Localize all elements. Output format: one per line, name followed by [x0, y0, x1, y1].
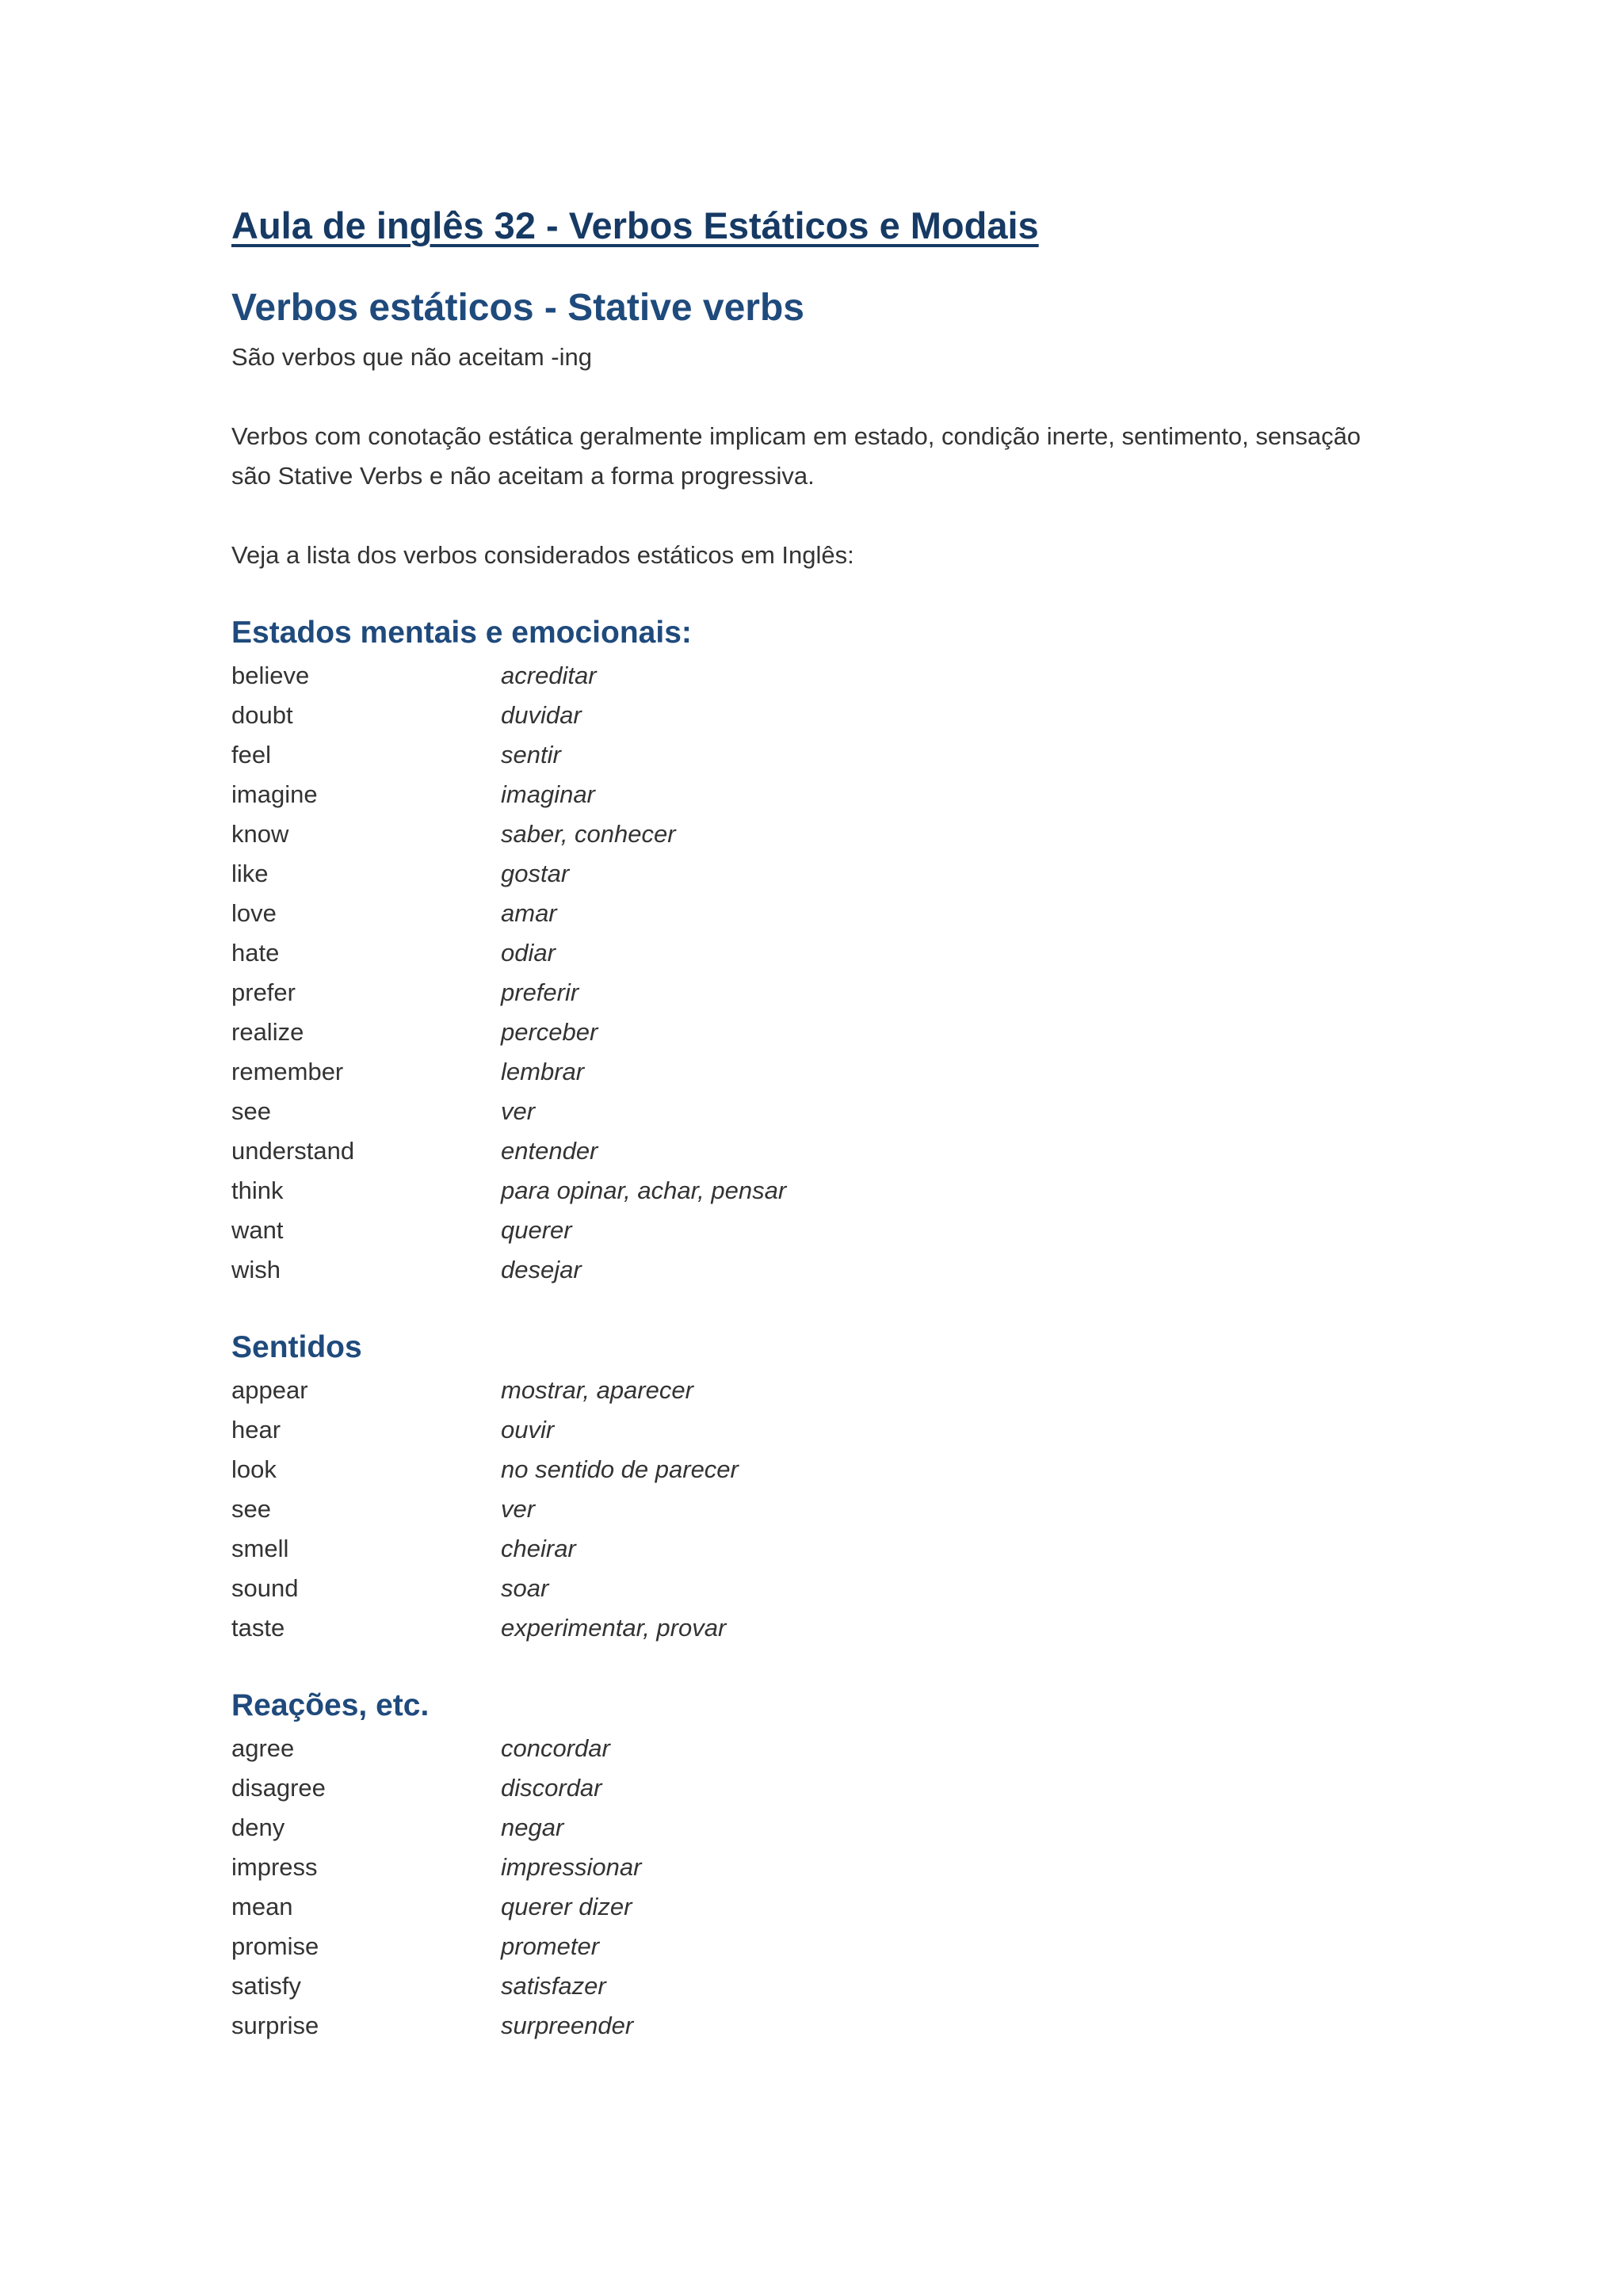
verb-row [231, 1489, 1404, 1529]
verb-portuguese: ver [501, 1495, 536, 1523]
verb-english: impress [231, 1853, 318, 1881]
verb-english: want [231, 1216, 284, 1244]
verb-english: see [231, 1495, 271, 1523]
verb-row [231, 1013, 1404, 1052]
verb-portuguese: amar [501, 899, 557, 927]
verb-portuguese: cheirar [501, 1535, 576, 1562]
section-heading: Verbos estáticos - Stative verbs [231, 287, 804, 329]
verb-row [231, 656, 1404, 696]
verb-row [231, 2006, 1404, 2046]
verb-english: believe [231, 662, 310, 689]
verb-portuguese: desejar [501, 1256, 582, 1283]
verb-english: prefer [231, 978, 296, 1006]
verb-portuguese: negar [501, 1814, 564, 1841]
verb-english: know [231, 820, 289, 848]
verb-row [231, 1092, 1404, 1131]
verb-row [231, 1171, 1404, 1211]
verb-row [231, 1729, 1404, 1768]
verb-row [231, 894, 1404, 933]
verb-row [231, 1608, 1404, 1648]
verb-english: look [231, 1455, 277, 1483]
verb-groups [231, 610, 1404, 2046]
verb-portuguese: ouvir [501, 1416, 555, 1444]
verb-portuguese: sentir [501, 741, 561, 769]
verb-english: like [231, 860, 269, 887]
verb-english: doubt [231, 701, 293, 729]
verb-english: hate [231, 939, 280, 967]
verb-english: see [231, 1097, 271, 1125]
verb-english: love [231, 899, 277, 927]
verb-english: remember [231, 1058, 344, 1085]
verb-portuguese: duvidar [501, 701, 582, 729]
verb-portuguese: odiar [501, 939, 556, 967]
intro-text: São verbos que não aceitam -ing [231, 343, 592, 371]
verb-english: taste [231, 1614, 285, 1642]
verb-english: realize [231, 1018, 304, 1046]
verb-row [231, 814, 1404, 854]
verb-portuguese: lembrar [501, 1058, 585, 1085]
list-intro-text: Veja a lista dos verbos considerados estáticos em Inglês: [231, 541, 854, 569]
verb-row [231, 735, 1404, 775]
description-line-2: são Stative Verbs e não aceitam a forma progressiva. [231, 462, 815, 490]
verb-list [231, 656, 1404, 1290]
verb-row [231, 973, 1404, 1013]
verb-english: deny [231, 1814, 285, 1841]
verb-portuguese: satisfazer [501, 1972, 606, 2000]
verb-list [231, 1371, 1404, 1648]
verb-row [231, 1410, 1404, 1450]
verb-portuguese: acreditar [501, 662, 597, 689]
document-page [231, 198, 1404, 2046]
verb-portuguese: soar [501, 1574, 549, 1602]
verb-row [231, 1927, 1404, 1966]
verb-english: feel [231, 741, 271, 769]
verb-portuguese: discordar [501, 1774, 602, 1802]
verb-portuguese: imaginar [501, 780, 595, 808]
verb-portuguese: mostrar, aparecer [501, 1376, 693, 1404]
verb-english: surprise [231, 2012, 319, 2039]
verb-row [231, 1052, 1404, 1092]
verb-english: satisfy [231, 1972, 301, 2000]
verb-row [231, 854, 1404, 894]
verb-portuguese: perceber [501, 1018, 598, 1046]
verb-row [231, 1131, 1404, 1171]
verb-english: sound [231, 1574, 299, 1602]
verb-row [231, 1887, 1404, 1927]
verb-english: imagine [231, 780, 318, 808]
verb-row [231, 696, 1404, 735]
verb-english: think [231, 1177, 284, 1204]
verb-english: understand [231, 1137, 355, 1165]
verb-portuguese: querer [501, 1216, 572, 1244]
verb-row [231, 1966, 1404, 2006]
document-title: Aula de inglês 32 - Verbos Estáticos e Modais [231, 204, 1039, 246]
verb-row [231, 775, 1404, 814]
verb-english: disagree [231, 1774, 326, 1802]
verb-english: mean [231, 1893, 293, 1920]
verb-english: agree [231, 1734, 295, 1762]
verb-row [231, 1848, 1404, 1887]
verb-english: wish [231, 1256, 281, 1283]
verb-portuguese: concordar [501, 1734, 610, 1762]
verb-row [231, 1450, 1404, 1489]
verb-portuguese: gostar [501, 860, 570, 887]
verb-english: promise [231, 1932, 319, 1960]
verb-row [231, 1808, 1404, 1848]
group-heading: Sentidos [231, 1330, 362, 1364]
verb-english: smell [231, 1535, 289, 1562]
verb-portuguese: experimentar, provar [501, 1614, 727, 1642]
group-heading: Reações, etc. [231, 1688, 430, 1722]
verb-portuguese: entender [501, 1137, 598, 1165]
verb-row [231, 1529, 1404, 1569]
verb-row [231, 1569, 1404, 1608]
verb-row [231, 1211, 1404, 1250]
verb-list [231, 1729, 1404, 2046]
verb-portuguese: querer dizer [501, 1893, 632, 1920]
verb-row [231, 1250, 1404, 1290]
verb-portuguese: no sentido de parecer [501, 1455, 739, 1483]
verb-portuguese: ver [501, 1097, 536, 1125]
verb-portuguese: prometer [501, 1932, 600, 1960]
verb-row [231, 933, 1404, 973]
verb-row [231, 1768, 1404, 1808]
verb-portuguese: surpreender [501, 2012, 634, 2039]
verb-row [231, 1371, 1404, 1410]
verb-portuguese: para opinar, achar, pensar [501, 1177, 787, 1204]
verb-portuguese: impressionar [501, 1853, 642, 1881]
verb-portuguese: preferir [501, 978, 579, 1006]
verb-portuguese: saber, conhecer [501, 820, 676, 848]
verb-english: hear [231, 1416, 281, 1444]
group-heading: Estados mentais e emocionais: [231, 616, 692, 650]
verb-english: appear [231, 1376, 308, 1404]
description-line-1: Verbos com conotação estática geralmente implicam em estado, condição inerte, sentimento, sensação [231, 422, 1361, 450]
